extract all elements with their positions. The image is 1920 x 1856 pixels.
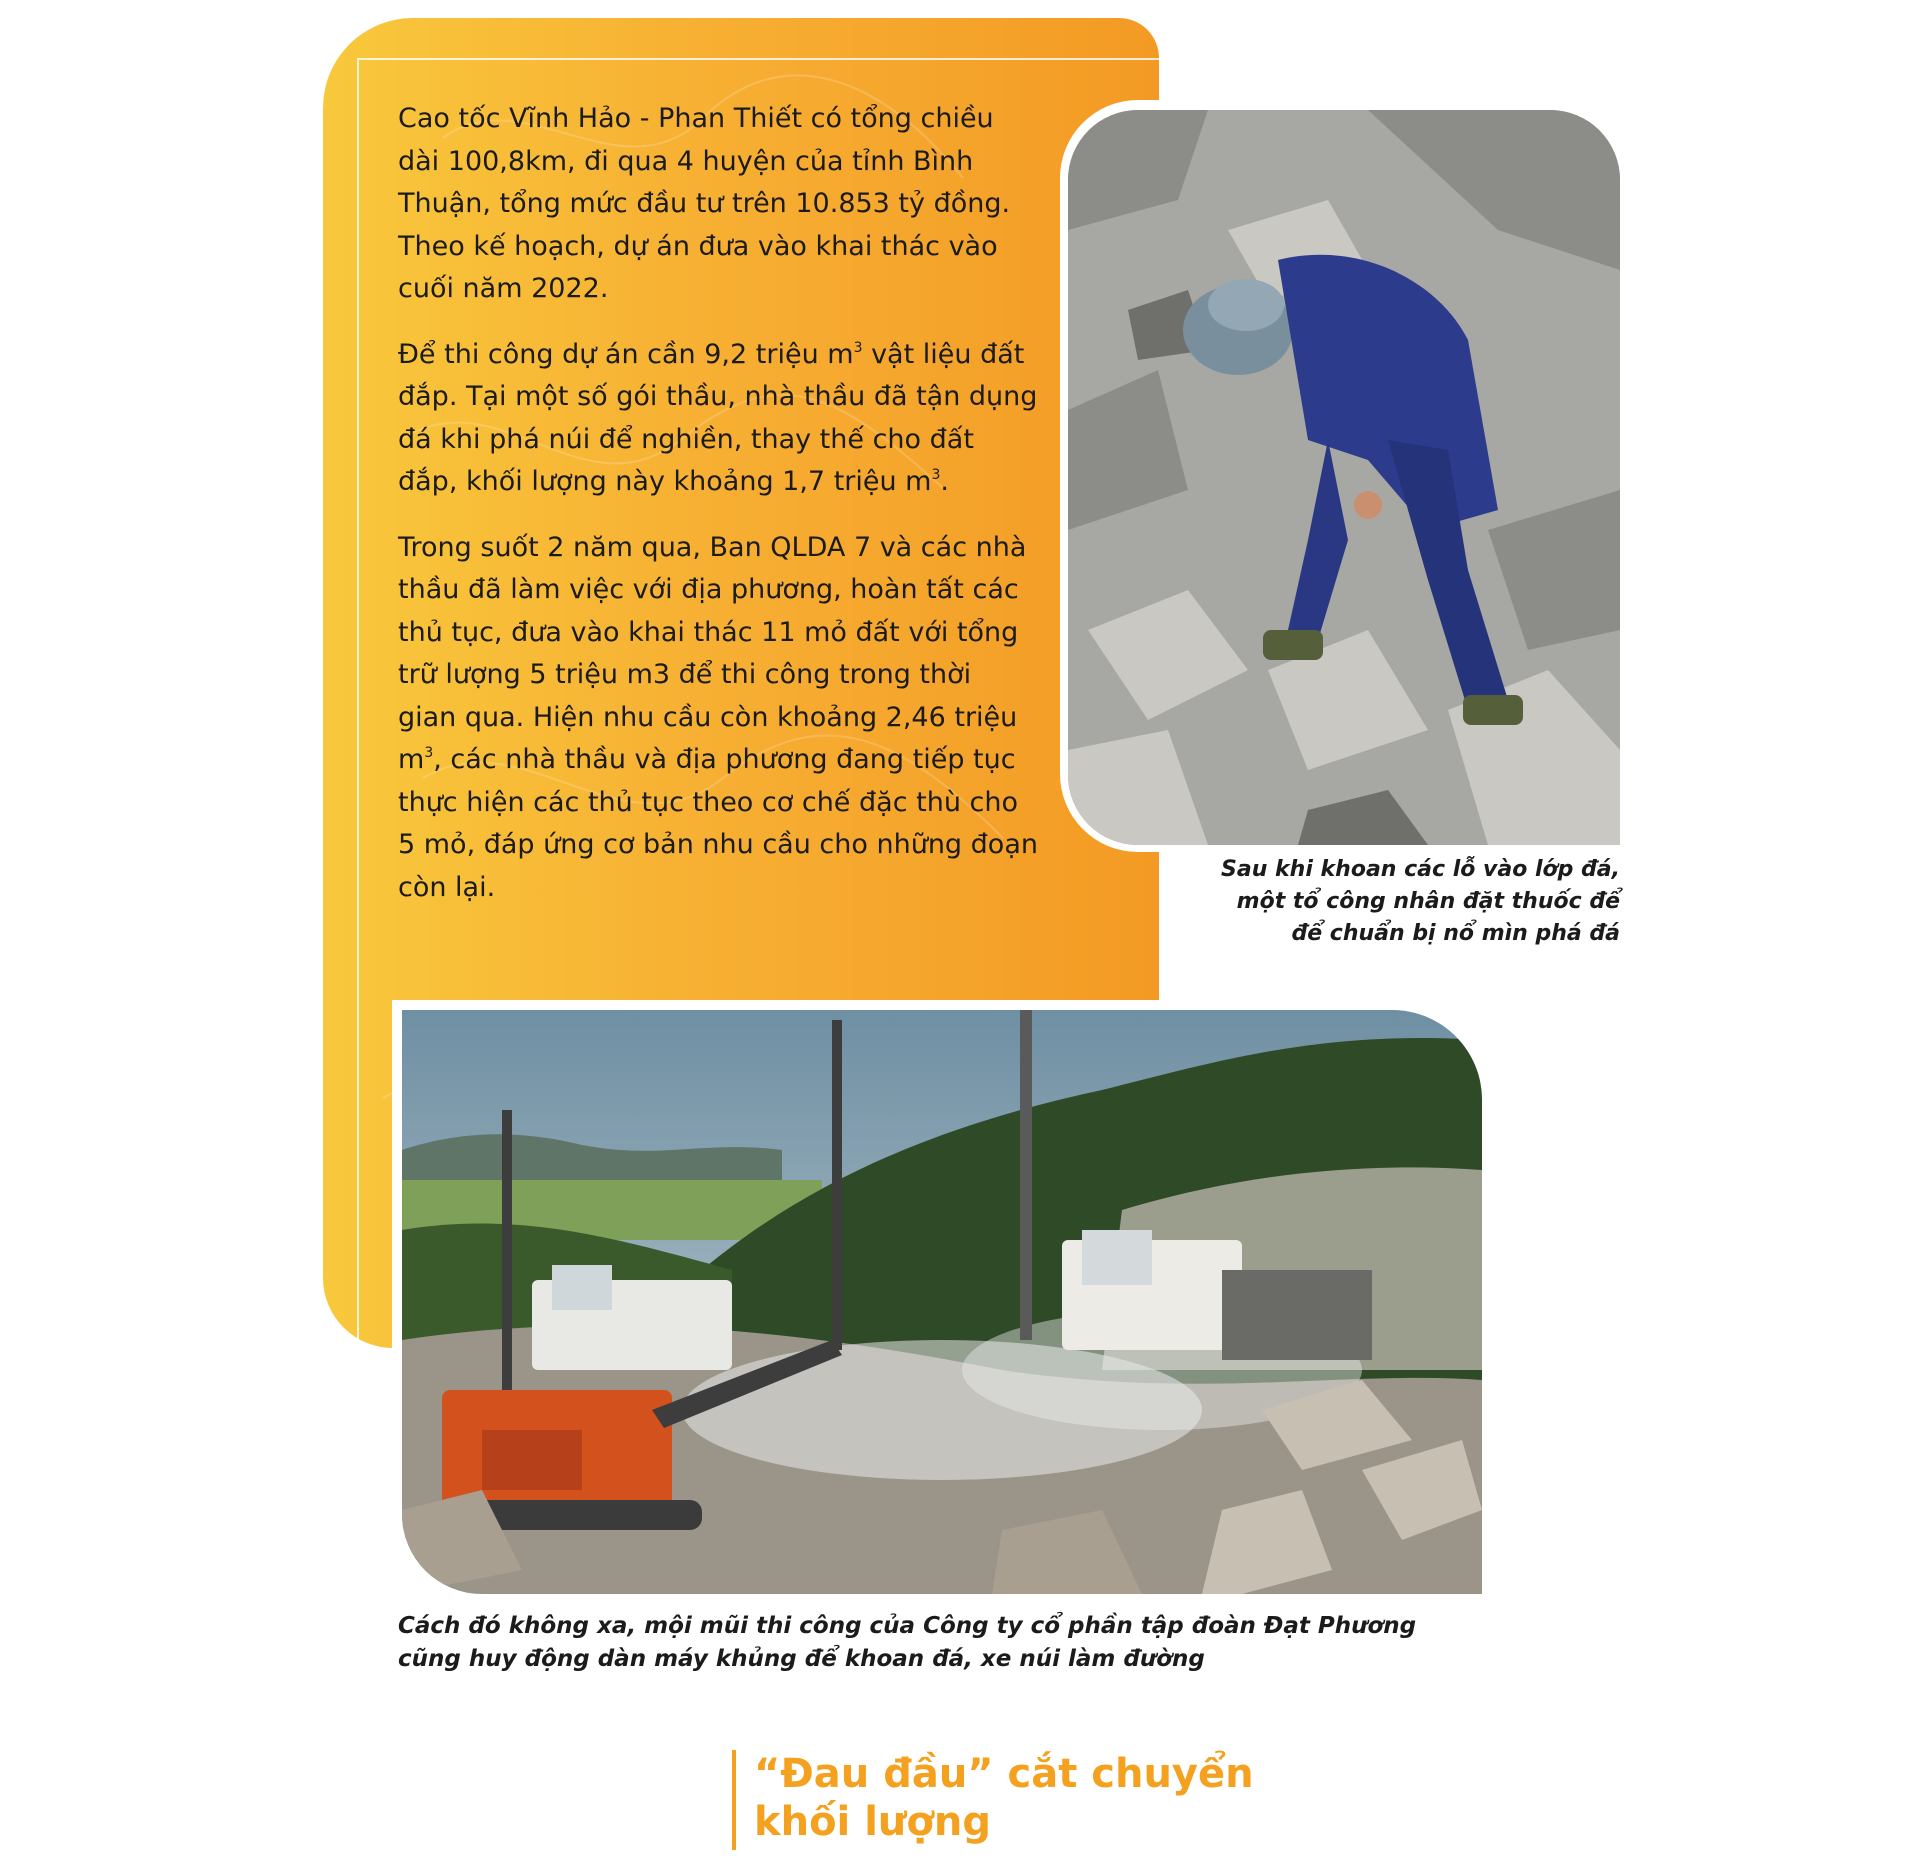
photo-drilling-rigs xyxy=(402,1010,1482,1594)
paragraph-3: Trong suốt 2 năm qua, Ban QLDA 7 và các nhà thầu đã làm việc với địa phương, hoàn tất các thủ tục, đưa vào khai thác 11 mỏ đất với tổng trữ lượng 5 triệu m3 để thi công trong thời gian qua. Hiện nhu cầu còn khoảng 2,46 triệu $m^3$, các nhà thầu và địa phương đang tiếp tục thực hiện các thủ tục theo cơ chế đặc thù cho 5 mỏ, đáp ứng cơ bản nhu cầu cho những đoạn còn lại. xyxy=(398,531,1038,903)
section-heading xyxy=(732,1750,1254,1850)
section-heading-line-1: “Đau đầu” cắt chuyển xyxy=(754,1751,1254,1797)
section-heading-line-2: khối lượng xyxy=(754,1799,991,1845)
photo-caption-worker: Sau khi khoan các lỗ vào lớp đá, một tổ công nhân đặt thuốc để để chuẩn bị nổ mìn phá đá xyxy=(1221,857,1620,946)
paragraph-2: Để thi công dự án cần 9,2 triệu $m^3$ vật liệu đất đắp. Tại một số gói thầu, nhà thầu đã tận dụng đá khi phá núi để nghiền, thay thế cho đất đắp, khối lượng này khoảng 1,7 triệu $m^3$. xyxy=(398,338,1038,497)
photo-caption-drilling: Cách đó không xa, mội mũi thi công của Công ty cổ phần tập đoàn Đạt Phương cũng huy động dàn máy khủng để khoan đá, xe núi làm đường xyxy=(398,1613,1417,1672)
photo-worker-rocks xyxy=(1068,110,1620,845)
paragraph-1: Cao tốc Vĩnh Hảo - Phan Thiết có tổng chiều dài 100,8km, đi qua 4 huyện của tỉnh Bình Thuận, tổng mức đầu tư trên 10.853 tỷ đồng. Theo kế hoạch, dự án đưa vào khai thác vào cuối năm 2022. xyxy=(398,103,1011,304)
article-body xyxy=(398,98,1038,932)
